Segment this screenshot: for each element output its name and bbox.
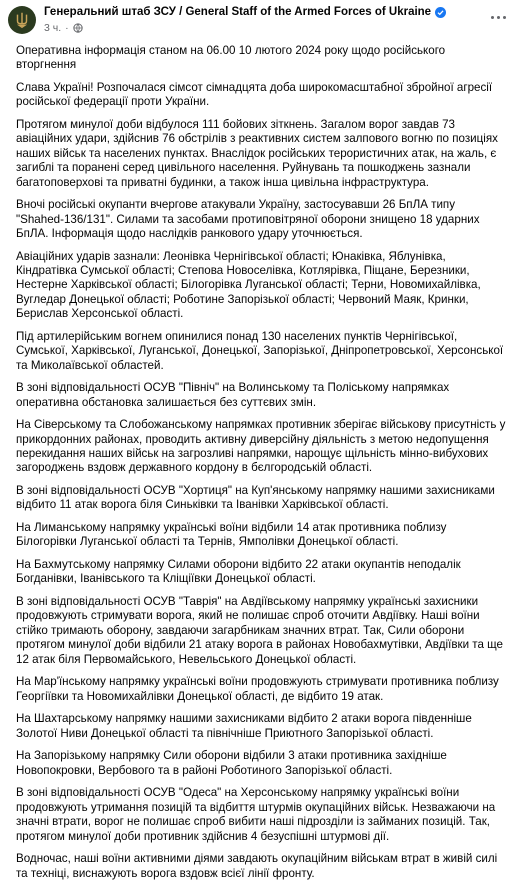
post-paragraph: Авіаційних ударів зазнали: Леонівка Чернігівської області; Юнаківка, Яблунівка, Кіндратівка Сумської області; Степова Новоселівка, Котлярівка, Піщане, Березники, Нестерне Харківської області; Білогорівка Луганської області; Терни, Новомихайлівка, Вугледар Донецької області; Роботине Запорізької області; Червоний Маяк, Кринки, Берислав Херсонської області. [16,249,481,321]
post-meta [44,22,83,34]
post-paragraph: На Запорізькому напрямку Сили оборони відбили 3 атаки противника західніше Новопокровки, Вербового та в районі Роботиного Запорізької області. [16,749,447,777]
post-author[interactable] [44,6,446,18]
post-paragraph: В зоні відповідальності ОСУВ "Таврія" на Авдіївському напрямку українські захисники продовжують стримувати ворога, який не полишає спроб оточити Авдіївку. Наші воїни стійко тримають оборону, завдаючи загарбникам значних втрат. Так, Сили оборони протягом минулої доби відбили 21 атаку ворога в районах Новобахмутівки, Авдіївки та ще 12 атак біля Первомайського, Невельського Донецької області. [16,595,503,666]
post-paragraph: В зоні відповідальності ОСУВ "Одеса" на Херсонському напрямку українські воїни продовжують утримання позицій та відбиття штурмів окупаційних військ. Незважаючи на значні втрати, ворог не полишає спроб вибити наші підрозділи із займаних позицій. Так, протягом минулої доби противник здійснив 4 безуспішні штурмові дії. [16,786,496,843]
post-paragraph: Водночас, наші воїни активними діями завдають окупаційним військам втрат в живій силі та техніці, виснажують ворога вздовж всієї лінії фронту. [16,852,498,880]
post-paragraph: Слава Україні! Розпочалася сімсот сімнадцята доба широкомасштабної збройної агресії російської федерації проти України. [16,81,493,109]
post-paragraph: На Шахтарському напрямку нашими захисниками відбито 2 атаки ворога південніше Золотої Ниви Донецької області та північніше Приютного Запорізької області. [16,712,472,740]
post-paragraph: Оперативна інформація станом на 06.00 10 лютого 2024 року щодо російського вторгнення [16,44,446,72]
meta-separator: · [65,22,69,34]
post-time[interactable]: 3 ч. [44,22,62,34]
post-paragraph: Вночі російські окупанти вчергове атакували Україну, застосувавши 26 БпЛА типу "Shahed-136/131". Силами та засобами протиповітряної оборони знищено 18 ударних БпЛА. Інформація щодо наслідків ранкового удару уточнюється. [16,198,480,241]
post-header [0,0,516,46]
post-paragraph: На Мар'їнському напрямку українські воїни продовжують стримувати противника поблизу Георгіївки та Новомихайлівки Донецької області, де відбито 19 атак. [16,675,499,703]
post-body [16,44,506,889]
verified-badge-icon [435,7,446,18]
post-paragraph: На Бахмутському напрямку Силами оборони відбито 22 атаки окупантів неподалік Богданівки, Іванівського та Кліщіївки Донецької області. [16,558,461,586]
trident-emblem-icon [13,11,31,29]
more-horizontal-icon [491,16,494,19]
page-avatar[interactable] [8,6,36,34]
post-paragraph: На Лиманському напрямку українські воїни відбили 14 атак противника поблизу Білогорівки Луганської області та Тернів, Ямполівки Донецької області. [16,521,447,549]
more-options-button[interactable] [486,8,510,26]
post-paragraph: Протягом минулої доби відбулося 111 бойових зіткнень. Загалом ворог завдав 73 авіаційних удари, здійснив 76 обстрілів з реактивних систем залпового вогню по позиціях наших військ та населених пунктах. Внаслідок російських терористичних атак, на жаль, є загиблі та поранені серед цивільного населення. Руйнувань та пошкоджень зазнали багатоповерхові та приватні будинки, а також інша цивільна інфраструктура. [16,118,498,189]
post-paragraph: В зоні відповідальності ОСУВ "Північ" на Волинському та Поліському напрямках оперативна обстановка залишається без суттєвих змін. [16,381,450,409]
post-paragraph: В зоні відповідальності ОСУВ "Хортиця" на Куп'янському напрямку нашими захисниками відбито 11 атак ворога біля Синьківки та Іванівки Харківської області. [16,484,495,512]
post-paragraph: Під артилерійським вогнем опинилися понад 130 населених пунктів Чернігівської, Сумської, Харківської, Луганської, Донецької, Запорізької, Дніпропетровської, Херсонської та Миколаївської областей. [16,329,504,372]
globe-icon [73,23,83,33]
author-name[interactable]: Генеральний штаб ЗСУ / General Staff of the Armed Forces of Ukraine [44,6,432,18]
post-paragraph: На Сіверському та Слобожанському напрямках противник зберігає військову присутність у прикордонних районах, проводить активну диверсійну діяльність з метою недопущення перекидання наших військ на загрозливі напрямки, нарощує щільність мінно-вибухових загороджень вздовж державного кордону в бєлгородській області. [16,418,506,475]
